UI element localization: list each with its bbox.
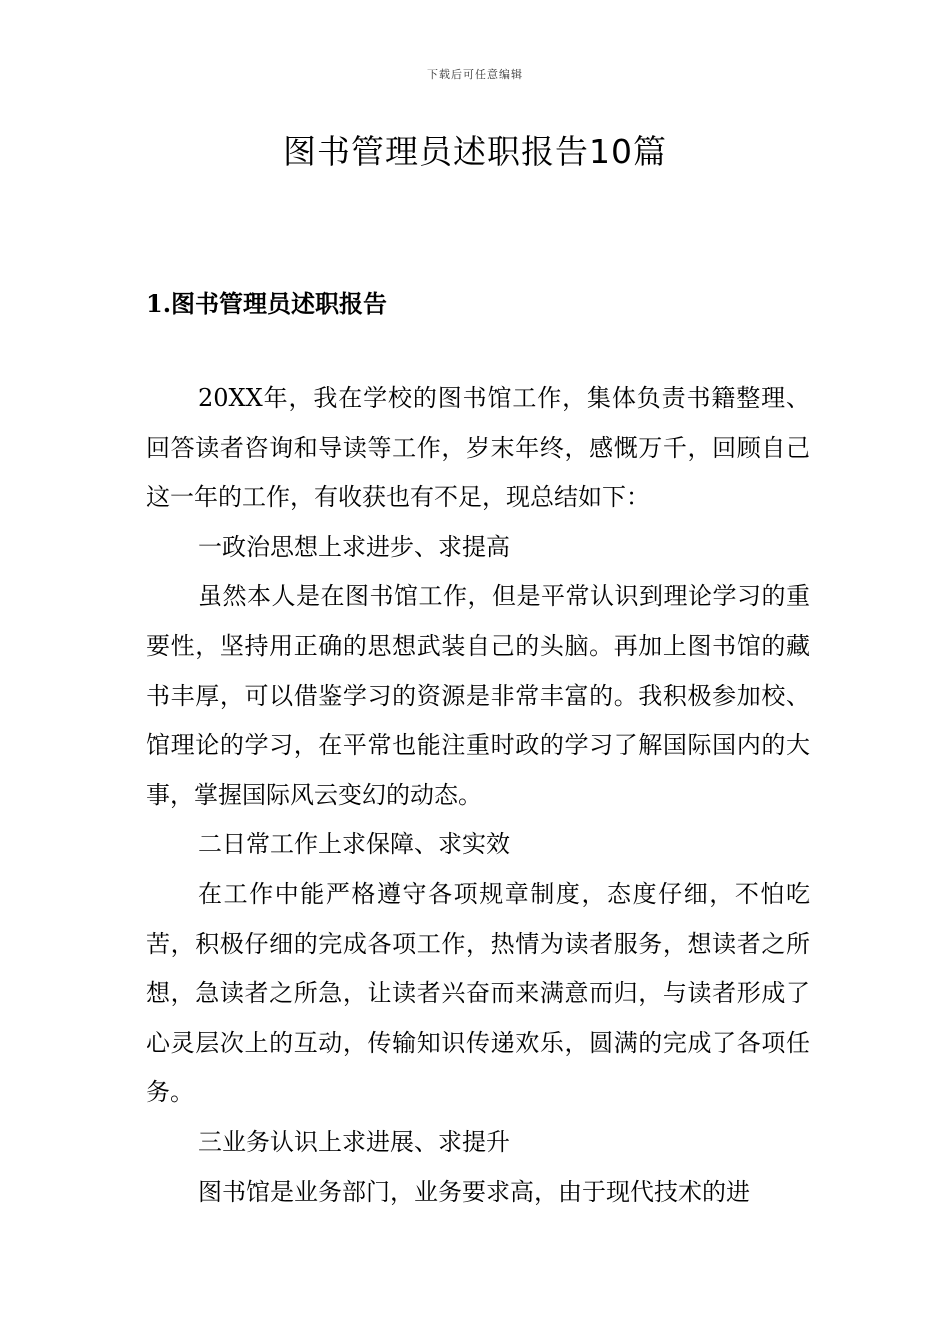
paragraph-intro: 20XX年，我在学校的图书馆工作，集体负责书籍整理、回答读者咨询和导读等工作，岁末年终，感慨万千，回顾自己这一年的工作，有收获也有不足，现总结如下： [146,384,810,512]
paragraph-daily-work: 在工作中能严格遵守各项规章制度，态度仔细，不怕吃苦，积极仔细的完成各项工作，热情为读者服务，想读者之所想，急读者之所急，让读者兴奋而来满意而归，与读者形成了心灵层次上的互动，传输知识传递欢乐，圆满的完成了各项任务。 [146,879,810,1107]
document-body [146,374,810,1217]
subheading-political: 一政治思想上求进步、求提高 [198,532,510,561]
document-title: 图书管理员述职报告10篇 [283,132,667,171]
subheading-business: 三业务认识上求进展、求提升 [198,1127,510,1156]
subheading-daily-work: 二日常工作上求保障、求实效 [198,830,510,859]
section-heading: 1.图书管理员述职报告 [146,289,388,318]
paragraph-business: 图书馆是业务部门，业务要求高，由于现代技术的进 [198,1177,750,1206]
header-note: 下载后可任意编辑 [427,68,523,81]
paragraph-political: 虽然本人是在图书馆工作，但是平常认识到理论学习的重要性，坚持用正确的思想武装自己的头脑。再加上图书馆的藏书丰厚，可以借鉴学习的资源是非常丰富的。我积极参加校、馆理论的学习，在平常也能注重时政的学习了解国际国内的大事，掌握国际风云变幻的动态。 [146,582,810,809]
